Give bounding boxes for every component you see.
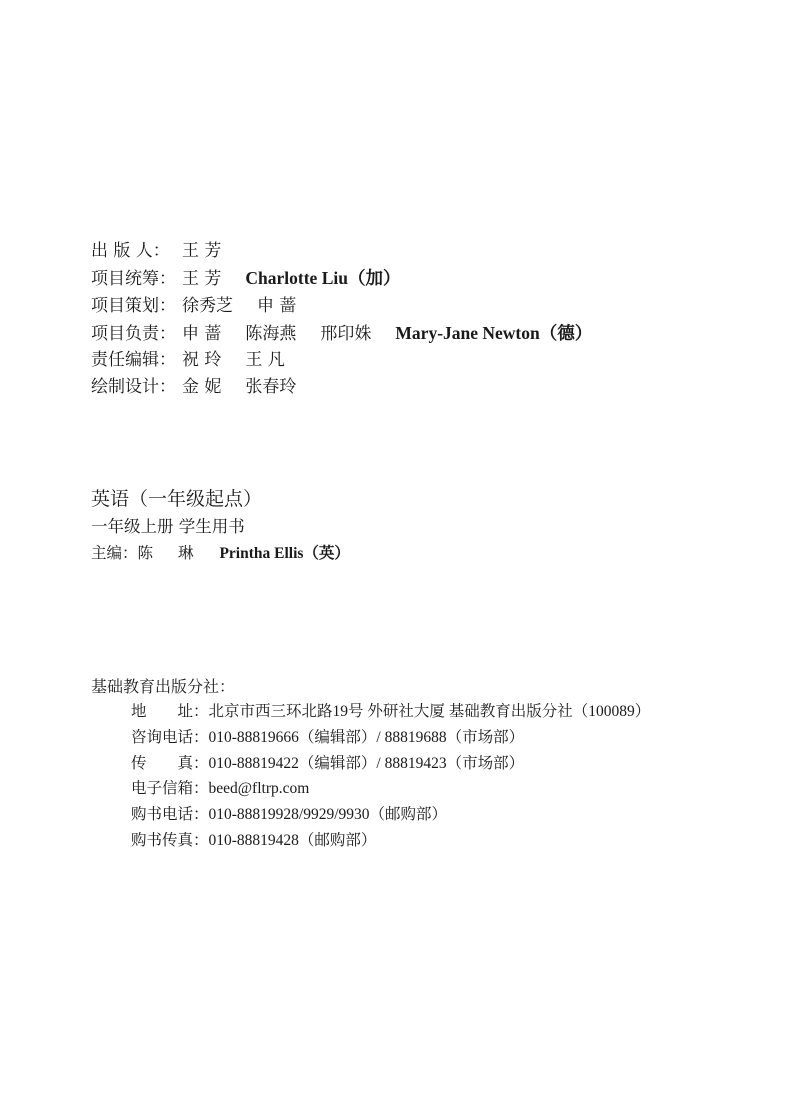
credit-name-english: Mary-Jane Newton（德） [395, 322, 593, 343]
editor-label: 主编： [91, 544, 138, 562]
publisher-name: 基础教育出版分社： [91, 677, 236, 696]
credit-name: 王 凡 [245, 350, 285, 371]
contact-key: 传 真： [131, 753, 209, 772]
publisher-contact-list [131, 699, 650, 854]
contact-value: 010-88819666（编辑部）/ 88819688（市场部） [208, 728, 525, 746]
contact-row-email [131, 776, 650, 802]
credit-name: 邢印姝 [320, 323, 372, 344]
credit-label: 项目负责： [91, 323, 176, 344]
book-editor-line [91, 540, 350, 566]
credit-label: 出 版 人： [91, 241, 170, 261]
editor-name: 陈 琳 [137, 544, 204, 562]
credit-label: 项目统筹： [91, 269, 176, 290]
credit-line-planning [91, 293, 592, 320]
book-title: 英语（一年级起点） [91, 488, 263, 510]
credit-line-coordination [91, 265, 592, 292]
book-volume: 一年级上册 学生用书 [91, 517, 245, 536]
credit-line-responsible [91, 320, 592, 347]
credit-name: 徐秀芝 [182, 295, 233, 316]
credit-line-design [91, 374, 592, 401]
contact-value: 北京市西三环北路19号 外研社大厦 基础教育出版分社（100089） [208, 703, 651, 720]
credit-name: 王 芳 [182, 269, 222, 290]
credit-name: 申 蔷 [257, 295, 297, 316]
contact-row-phone [131, 725, 650, 751]
contact-row-address [131, 699, 650, 725]
credit-name-english: Charlotte Liu（加） [245, 268, 401, 289]
contact-key: 电子信箱： [131, 779, 209, 798]
credits-block [91, 238, 592, 402]
credit-name: 陈海燕 [245, 323, 297, 344]
contact-row-order-fax [131, 828, 650, 854]
publisher-info [91, 675, 650, 854]
contact-key: 购书传真： [131, 830, 209, 849]
contact-value: 010-88819422（编辑部）/ 88819423（市场部） [208, 754, 525, 772]
credit-name: 张春玲 [245, 377, 297, 398]
credit-name: 祝 玲 [182, 350, 222, 371]
credit-name: 申 蔷 [182, 323, 222, 344]
contact-row-order-phone [131, 802, 650, 828]
credit-line-editors [91, 347, 592, 374]
contact-value: 010-88819428（邮购部） [208, 831, 377, 849]
contact-row-fax [131, 751, 650, 777]
credit-name: 王 芳 [182, 241, 222, 261]
credit-label: 项目策划： [91, 295, 176, 316]
credit-name: 金 妮 [182, 377, 222, 398]
contact-key: 咨询电话： [131, 727, 209, 746]
editor-name-english: Printha Ellis（英） [219, 545, 350, 562]
contact-value: 010-88819928/9929/9930（邮购部） [208, 806, 448, 824]
credit-label: 责任编辑： [91, 350, 176, 371]
credit-label: 绘制设计： [91, 377, 176, 398]
contact-value: beed@fltrp.com [208, 780, 310, 798]
contact-key: 购书电话： [131, 805, 209, 824]
credit-line-publisher [91, 238, 592, 265]
contact-key: 地 址： [131, 702, 209, 720]
book-info [91, 484, 350, 566]
